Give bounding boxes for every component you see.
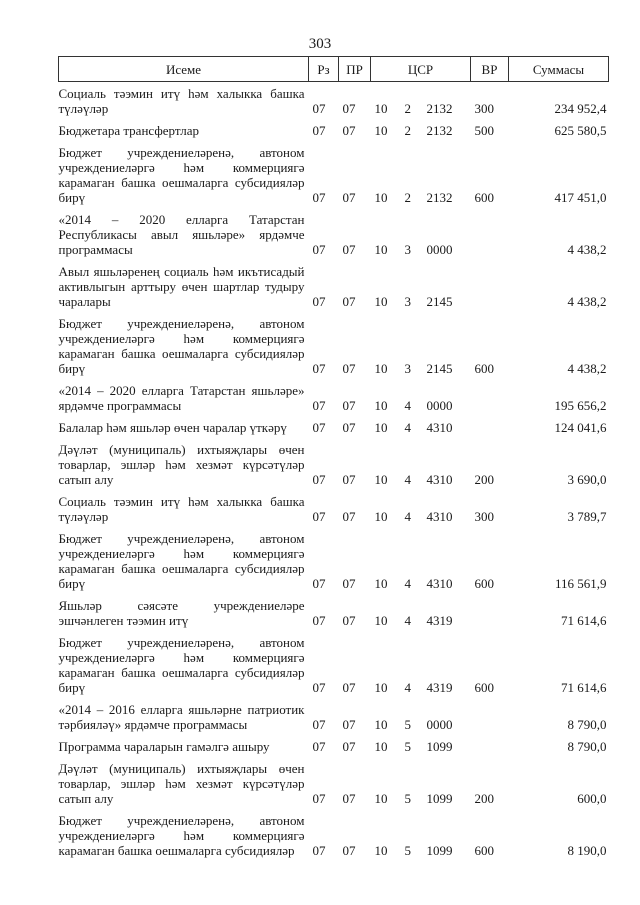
row-csr-part2: 5 bbox=[404, 739, 411, 754]
row-csr-part1: 10 bbox=[374, 361, 388, 376]
row-name: «2014 – 2016 елларга яшьләрне патриотик тәрбияләү» ярдәмче программасы bbox=[58, 702, 305, 732]
row-vr bbox=[471, 208, 509, 260]
row-name: Социаль тәэмин итү һәм халыкка башка түләүләр bbox=[58, 86, 305, 116]
row-csr-part3: 4319 bbox=[426, 680, 453, 695]
row-name: Программа чараларын гамәлгә ашыру bbox=[58, 739, 270, 754]
row-pr: 07 bbox=[342, 739, 356, 754]
row-vr: 200 bbox=[474, 791, 494, 806]
table-row bbox=[59, 631, 609, 698]
table-row bbox=[59, 416, 609, 438]
row-vr: 600 bbox=[474, 576, 494, 591]
row-name: Бюджет учреждениеләренә, автоном учреждениеләргә һәм коммерциягә карамаган башка оешмаларга субсидияләр бирү bbox=[58, 316, 305, 376]
row-vr bbox=[471, 260, 509, 312]
row-csr-part3: 4310 bbox=[426, 472, 453, 487]
row-sum: 8 790,0 bbox=[567, 739, 607, 754]
row-vr bbox=[471, 594, 509, 631]
row-vr bbox=[471, 735, 509, 757]
table-row bbox=[59, 527, 609, 594]
row-sum: 4 438,2 bbox=[567, 242, 607, 257]
table-row bbox=[59, 698, 609, 735]
table-row bbox=[59, 141, 609, 208]
row-sum: 4 438,2 bbox=[567, 294, 607, 309]
row-csr-part2: 3 bbox=[404, 294, 411, 309]
row-csr-part2: 3 bbox=[404, 361, 411, 376]
row-pr: 07 bbox=[342, 717, 356, 732]
row-vr: 300 bbox=[474, 101, 494, 116]
row-sum: 625 580,5 bbox=[554, 123, 607, 138]
row-sum: 195 656,2 bbox=[554, 398, 607, 413]
row-name: Бюджет учреждениеләренә, автоном учреждениеләргә һәм коммерциягә карамаган башка оешмаларга субсидияләр бирү bbox=[58, 635, 305, 695]
row-name: Бюджет учреждениеләренә, автоном учреждениеләргә һәм коммерциягә карамаган башка оешмаларга субсидияләр bbox=[58, 813, 305, 858]
row-rz: 07 bbox=[312, 361, 326, 376]
row-sum: 600,0 bbox=[577, 791, 607, 806]
table-header bbox=[59, 57, 609, 82]
row-rz: 07 bbox=[312, 398, 326, 413]
row-sum: 71 614,6 bbox=[561, 613, 607, 628]
row-sum: 8 790,0 bbox=[567, 717, 607, 732]
row-csr-part1: 10 bbox=[374, 717, 388, 732]
page-number: 303 bbox=[308, 36, 332, 52]
row-vr: 600 bbox=[474, 190, 494, 205]
row-rz: 07 bbox=[312, 123, 326, 138]
row-vr bbox=[471, 379, 509, 416]
row-sum: 3 690,0 bbox=[567, 472, 607, 487]
row-rz: 07 bbox=[312, 613, 326, 628]
row-name: Бюджет учреждениеләренә, автоном учреждениеләргә һәм коммерциягә карамаган башка оешмаларга субсидияләр бирү bbox=[58, 531, 305, 591]
row-rz: 07 bbox=[312, 420, 326, 435]
row-csr-part2: 4 bbox=[404, 576, 411, 591]
table-row bbox=[59, 119, 609, 141]
row-csr-part3: 4310 bbox=[426, 420, 453, 435]
table-row bbox=[59, 757, 609, 809]
row-rz: 07 bbox=[312, 190, 326, 205]
row-rz: 07 bbox=[312, 294, 326, 309]
row-csr-part3: 2132 bbox=[426, 101, 453, 116]
row-csr-part3: 0000 bbox=[426, 717, 453, 732]
row-sum: 234 952,4 bbox=[554, 101, 607, 116]
row-csr-part2: 5 bbox=[404, 791, 411, 806]
table-row bbox=[59, 490, 609, 527]
row-csr-part3: 0000 bbox=[426, 242, 453, 257]
row-csr-part3: 2145 bbox=[426, 361, 453, 376]
row-sum: 8 190,0 bbox=[567, 843, 607, 858]
row-pr: 07 bbox=[342, 472, 356, 487]
row-vr: 200 bbox=[474, 472, 494, 487]
row-sum: 3 789,7 bbox=[567, 509, 607, 524]
row-csr-part3: 4310 bbox=[426, 576, 453, 591]
row-sum: 417 451,0 bbox=[554, 190, 607, 205]
row-pr: 07 bbox=[342, 420, 356, 435]
row-pr: 07 bbox=[342, 680, 356, 695]
row-csr-part3: 4310 bbox=[426, 509, 453, 524]
row-csr-part2: 5 bbox=[404, 717, 411, 732]
row-name: Бюджетара трансфертлар bbox=[58, 123, 199, 138]
row-csr-part1: 10 bbox=[374, 242, 388, 257]
budget-table bbox=[58, 56, 609, 861]
row-sum: 4 438,2 bbox=[567, 361, 607, 376]
row-pr: 07 bbox=[342, 398, 356, 413]
row-vr: 600 bbox=[474, 680, 494, 695]
row-sum: 124 041,6 bbox=[554, 420, 607, 435]
row-csr-part2: 4 bbox=[404, 472, 411, 487]
header-pr: ПР bbox=[339, 57, 371, 82]
row-rz: 07 bbox=[312, 242, 326, 257]
row-csr-part3: 1099 bbox=[426, 791, 453, 806]
row-csr-part2: 2 bbox=[404, 123, 411, 138]
table-row bbox=[59, 594, 609, 631]
row-vr bbox=[471, 416, 509, 438]
row-pr: 07 bbox=[342, 576, 356, 591]
row-csr-part3: 2132 bbox=[426, 190, 453, 205]
row-vr: 300 bbox=[474, 509, 494, 524]
table-row bbox=[59, 82, 609, 120]
row-name: Социаль тәэмин итү һәм халыкка башка түләүләр bbox=[58, 494, 305, 524]
row-rz: 07 bbox=[312, 509, 326, 524]
row-csr-part1: 10 bbox=[374, 101, 388, 116]
row-rz: 07 bbox=[312, 576, 326, 591]
row-rz: 07 bbox=[312, 739, 326, 754]
row-pr: 07 bbox=[342, 190, 356, 205]
row-csr-part1: 10 bbox=[374, 190, 388, 205]
row-csr-part3: 4319 bbox=[426, 613, 453, 628]
row-rz: 07 bbox=[312, 680, 326, 695]
row-sum: 116 561,9 bbox=[554, 576, 607, 591]
row-vr: 500 bbox=[474, 123, 494, 138]
row-csr-part2: 4 bbox=[404, 680, 411, 695]
row-rz: 07 bbox=[312, 101, 326, 116]
row-csr-part1: 10 bbox=[374, 398, 388, 413]
row-csr-part2: 4 bbox=[404, 420, 411, 435]
table-row bbox=[59, 208, 609, 260]
row-csr-part2: 4 bbox=[404, 398, 411, 413]
row-vr: 600 bbox=[474, 843, 494, 858]
row-name: Бюджет учреждениеләренә, автоном учреждениеләргә һәм коммерциягә карамаган башка оешмаларга субсидияләр бирү bbox=[58, 145, 305, 205]
row-vr: 600 bbox=[474, 361, 494, 376]
header-rz: Рз bbox=[309, 57, 339, 82]
row-csr-part3: 1099 bbox=[426, 843, 453, 858]
row-csr-part1: 10 bbox=[374, 791, 388, 806]
header-csr: ЦСР bbox=[371, 57, 471, 82]
row-name: Дәүләт (муниципаль) ихтыяҗлары өчен товарлар, эшләр һәм хезмәт күрсәтүләр сатып алу bbox=[58, 442, 305, 487]
row-pr: 07 bbox=[342, 613, 356, 628]
row-name: Яшьләр сәясәте учреждениеләре эшчәнлеген тәэмин итү bbox=[58, 598, 305, 628]
row-csr-part3: 2132 bbox=[426, 123, 453, 138]
row-csr-part1: 10 bbox=[374, 420, 388, 435]
row-pr: 07 bbox=[342, 509, 356, 524]
row-name: «2014 – 2020 елларга Татарстан яшьләре» ярдәмче программасы bbox=[58, 383, 305, 413]
table-row bbox=[59, 312, 609, 379]
row-rz: 07 bbox=[312, 843, 326, 858]
table-row bbox=[59, 379, 609, 416]
row-vr bbox=[471, 698, 509, 735]
row-csr-part2: 4 bbox=[404, 509, 411, 524]
row-csr-part3: 0000 bbox=[426, 398, 453, 413]
row-csr-part1: 10 bbox=[374, 613, 388, 628]
row-csr-part2: 2 bbox=[404, 190, 411, 205]
row-pr: 07 bbox=[342, 294, 356, 309]
row-csr-part1: 10 bbox=[374, 123, 388, 138]
row-name: Дәүләт (муниципаль) ихтыяҗлары өчен товарлар, эшләр һәм хезмәт күрсәтүләр сатып алу bbox=[58, 761, 305, 806]
header-vr: ВР bbox=[471, 57, 509, 82]
row-csr-part1: 10 bbox=[374, 843, 388, 858]
row-pr: 07 bbox=[342, 791, 356, 806]
row-rz: 07 bbox=[312, 472, 326, 487]
row-rz: 07 bbox=[312, 791, 326, 806]
row-csr-part2: 4 bbox=[404, 613, 411, 628]
row-csr-part1: 10 bbox=[374, 294, 388, 309]
table-body bbox=[59, 82, 609, 862]
row-csr-part2: 5 bbox=[404, 843, 411, 858]
row-csr-part1: 10 bbox=[374, 739, 388, 754]
row-csr-part2: 3 bbox=[404, 242, 411, 257]
row-pr: 07 bbox=[342, 242, 356, 257]
header-name: Исеме bbox=[59, 57, 309, 82]
row-pr: 07 bbox=[342, 101, 356, 116]
row-name: Авыл яшьләренең социаль һәм икътисадый активлыгын арттыру өчен шартлар тудыру чаралары bbox=[58, 264, 305, 309]
row-csr-part1: 10 bbox=[374, 680, 388, 695]
row-csr-part1: 10 bbox=[374, 472, 388, 487]
row-pr: 07 bbox=[342, 843, 356, 858]
row-name: «2014 – 2020 елларга Татарстан Республикасы авыл яшьләре» ярдәмче программасы bbox=[58, 212, 305, 257]
table-row bbox=[59, 438, 609, 490]
row-rz: 07 bbox=[312, 717, 326, 732]
row-name: Балалар һәм яшьләр өчен чаралар үткәрү bbox=[58, 420, 287, 435]
row-pr: 07 bbox=[342, 361, 356, 376]
table-row bbox=[59, 735, 609, 757]
row-sum: 71 614,6 bbox=[561, 680, 607, 695]
row-csr-part2: 2 bbox=[404, 101, 411, 116]
table-row bbox=[59, 260, 609, 312]
table-row bbox=[59, 809, 609, 861]
row-csr-part3: 2145 bbox=[426, 294, 453, 309]
header-sum: Суммасы bbox=[509, 57, 609, 82]
row-csr-part1: 10 bbox=[374, 509, 388, 524]
row-pr: 07 bbox=[342, 123, 356, 138]
row-csr-part1: 10 bbox=[374, 576, 388, 591]
row-csr-part3: 1099 bbox=[426, 739, 453, 754]
